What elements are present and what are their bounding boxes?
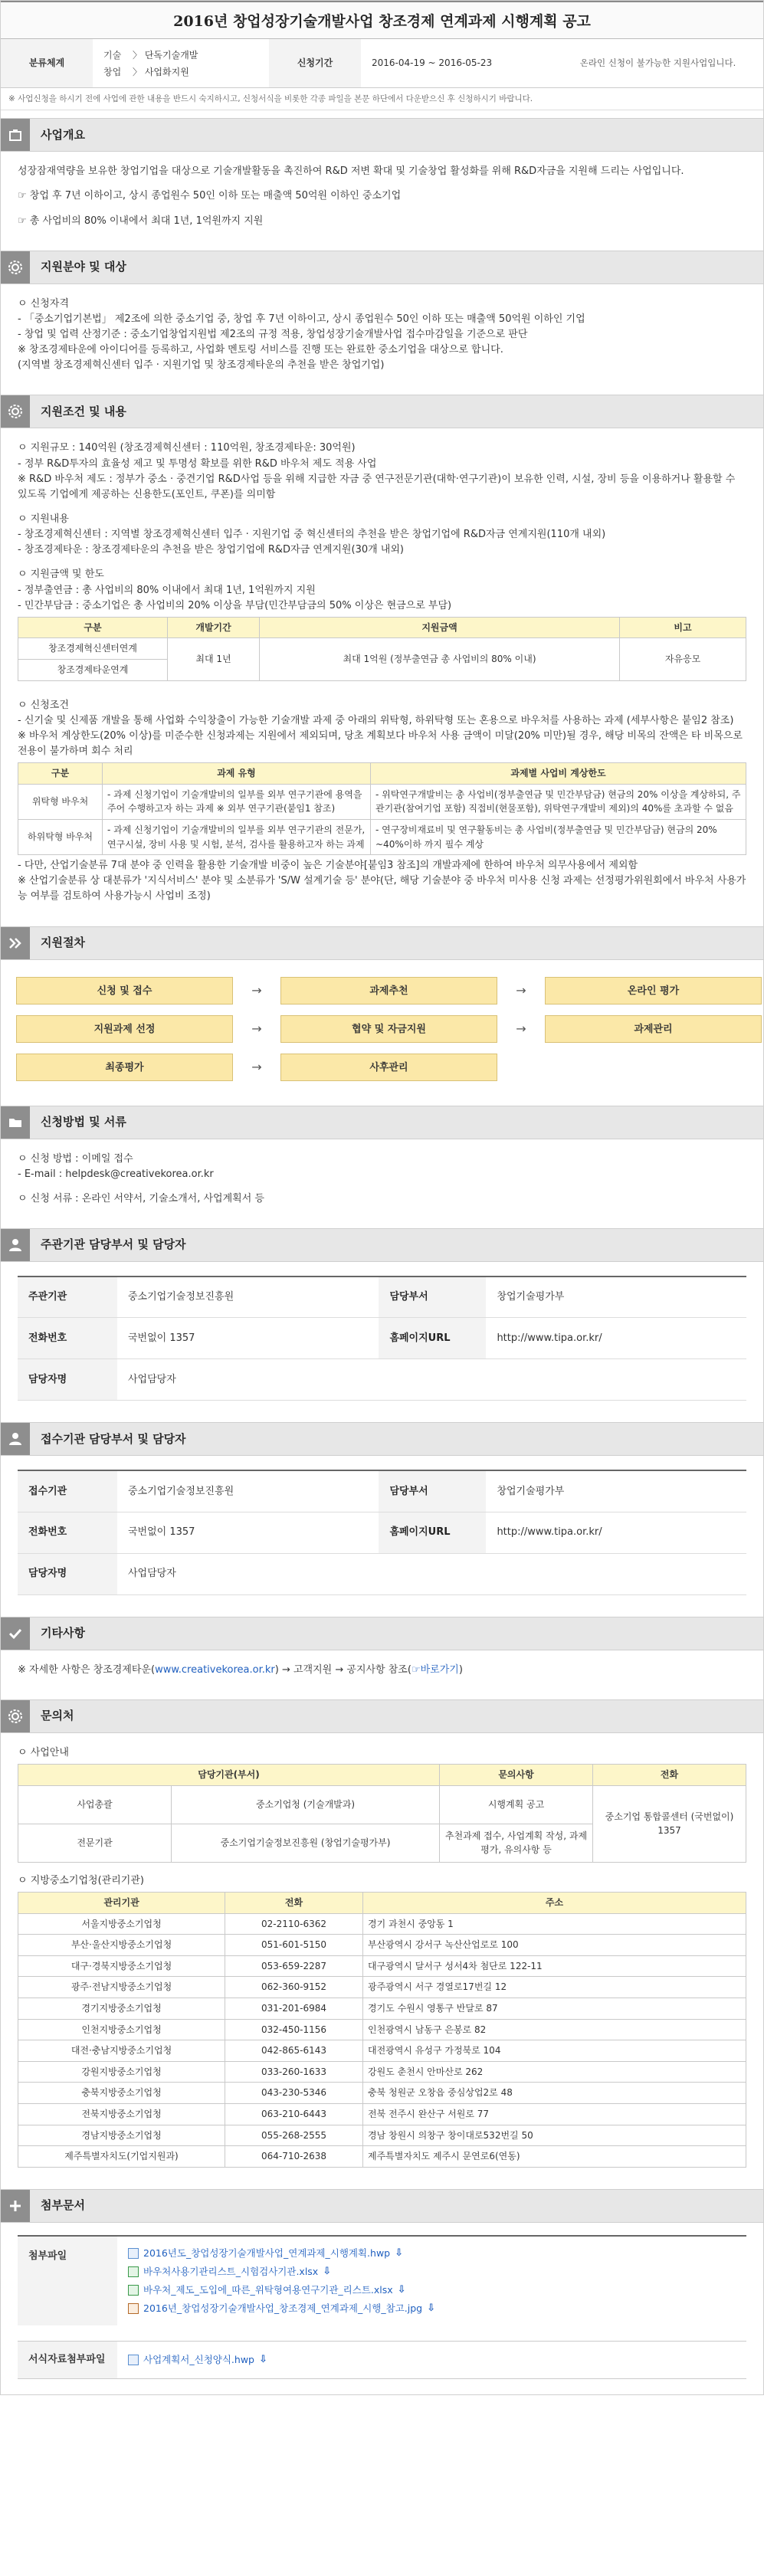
table-header: 관리기관 [18, 1892, 225, 1913]
table-cell: 경기도 수원시 영통구 반달로 87 [363, 1998, 746, 2019]
table-cell: 055-268-2555 [225, 2125, 363, 2146]
section-body-host [1, 1262, 763, 1415]
section-header-attachments [1, 2189, 763, 2223]
gear-icon [1, 395, 30, 428]
table-cell: 경남지방중소기업청 [18, 2125, 225, 2146]
table-cell: 부산·울산지방중소기업청 [18, 1935, 225, 1956]
section-title: 지원분야 및 대상 [41, 260, 126, 274]
table-cell: 063-210-6443 [225, 2103, 363, 2125]
section-title: 신청방법 및 서류 [41, 1114, 126, 1129]
table-cell: - 과제 신청기업이 기술개발비의 일부를 외부 연구기관에 용역을 주어 수행하고자 하는 과제 ※ 외부 연구기관(붙임1 참조) [103, 784, 371, 819]
info-value: 국번없이 1357 [117, 1318, 379, 1359]
online-notice: 온라인 신청이 불가능한 지원사업입니다. [579, 57, 736, 68]
table-header: 문의사항 [440, 1765, 593, 1786]
table-cell: 경기지방중소기업청 [18, 1998, 225, 2019]
attachment-list [18, 2235, 746, 2325]
procedure-flow [1, 960, 763, 1098]
text-line: ※ R&D 바우처 제도 : 정부가 중소 · 중견기업 R&D사업 등을 위해 지급한 자금 중 연구전문기관(대학·연구기관)이 보유한 인력, 시설, 장비 등을 이용하거나 활용할 수 있도록 기업에게 제공하는 신용한도(포인트, 쿠폰)를 의미함 [18, 473, 736, 500]
step-box: 사후관리 [280, 1054, 497, 1081]
table-cell: - 연구장비재료비 및 연구활동비는 총 사업비(정부출연금 및 민간부담금) 현금의 20% ~40%이하 까지 필수 계상 [371, 819, 746, 854]
plus-icon [1, 2190, 30, 2222]
text-line: ㅇ 신청 방법 : 이메일 접수 [18, 1152, 133, 1165]
table-header: 전화 [593, 1765, 746, 1786]
table-row [18, 2040, 746, 2062]
step-box: 온라인 평가 [545, 977, 762, 1005]
section-title: 문의처 [41, 1709, 74, 1723]
arrow-right-icon: → [516, 982, 526, 998]
table-header: 전화 [225, 1892, 363, 1913]
section-header-target [1, 251, 763, 284]
attachment-link[interactable]: 2016년도_창업성장기술개발사업_연계과제_시행계획.hwp [143, 2247, 391, 2259]
jpg-file-icon [128, 2303, 139, 2314]
info-value: 사업담당자 [117, 1553, 379, 1594]
table-cell: 인천지방중소기업청 [18, 2019, 225, 2040]
section-body-apply [1, 1139, 763, 1221]
table-cell: 02-2110-6362 [225, 1913, 363, 1935]
table-cell: 중소기업청 (기술개발과) [172, 1785, 440, 1824]
person-icon [1, 1423, 30, 1455]
text-line: - 신기술 및 신제품 개발을 통해 사업화 수익창출이 가능한 기술개발 과제 중 아래의 위탁형, 하위탁형 또는 혼용으로 바우처를 사용하는 과제 (세부사항은 붙임2 참조) [18, 714, 734, 726]
table-cell: 창조경제타운연계 [18, 659, 168, 680]
text-line: ㅇ 신청조건 [18, 699, 69, 711]
gear-icon [1, 251, 30, 283]
step-box: 신청 및 접수 [16, 977, 233, 1005]
funding-table [18, 617, 746, 681]
overview-point: ☞ 총 사업비의 80% 이내에서 최대 1년, 1억원까지 지원 [18, 215, 264, 227]
text-line: ※ 창조경제타운에 아이디어를 등록하고, 사업화 멘토링 서비스를 진행 또는 완료한 중소기업을 대상으로 합니다. [18, 344, 503, 356]
text-line: - 정부 R&D투자의 효율성 제고 및 투명성 확보를 위한 R&D 바우처 제도 적용 사업 [18, 457, 377, 470]
section-title: 주관기관 담당부서 및 담당자 [41, 1237, 186, 1252]
contact-table [18, 1764, 746, 1863]
info-key: 홈페이지URL [379, 1318, 486, 1359]
period-label: 신청기간 [269, 39, 361, 87]
section-header-apply [1, 1106, 763, 1139]
table-cell: 전북지방중소기업청 [18, 2103, 225, 2125]
text-line: ※ 바우처 계상한도(20% 이상)를 미준수한 신청과제는 지원에서 제외되며, 당초 계획보다 바우처 사용 금액이 미달(20% 미만)될 경우, 해당 비목의 잔액은 타 비목으로 전용이 불가하며 회수 처리 [18, 729, 743, 757]
table-cell: 하위탁형 바우처 [18, 819, 103, 854]
table-header: 담당기관(부서) [18, 1765, 440, 1786]
info-value: 국번없이 1357 [117, 1512, 379, 1553]
step-box: 최종평가 [16, 1054, 233, 1081]
table-cell: 031-201-6984 [225, 1998, 363, 2019]
reception-info-table [18, 1470, 746, 1595]
xlsx-file-icon [128, 2266, 139, 2277]
table-row [18, 1913, 746, 1935]
info-key: 전화번호 [18, 1512, 117, 1553]
folder-icon [1, 1106, 30, 1139]
table-cell: - 위탁연구개발비는 총 사업비(정부출연금 및 민간부담금) 현금의 20% 이상을 계상하되, 주관기관(참여기업 포함) 직접비(현물포함), 위탁연구개발비 제외)의 40%를 초과할 수 없음 [371, 784, 746, 819]
section-body-reception [1, 1456, 763, 1609]
section-body-overview [1, 152, 763, 242]
section-title: 첨부문서 [41, 2198, 85, 2213]
table-cell: 제주특별자치도(기업지원과) [18, 2146, 225, 2168]
homepage-link[interactable]: http://www.tipa.or.kr/ [486, 1512, 746, 1553]
step-box: 협약 및 자금지원 [280, 1015, 497, 1043]
table-cell: 제주특별자치도 제주시 문연로6(연동) [363, 2146, 746, 2168]
section-body-target [1, 284, 763, 388]
hwp-file-icon [128, 2355, 139, 2365]
section-title: 접수기관 담당부서 및 담당자 [41, 1431, 186, 1446]
download-icon[interactable]: ⇩ [397, 2283, 406, 2296]
section-header-etc [1, 1617, 763, 1650]
checkmark-icon [1, 1617, 30, 1650]
table-cell: 충북 청원군 오창읍 중심상업2로 48 [363, 2083, 746, 2104]
table-header: 비고 [620, 617, 746, 638]
table-cell: 전문기관 [18, 1824, 172, 1862]
download-icon[interactable]: ⇩ [258, 2353, 267, 2365]
table-cell: 창조경제혁신센터연계 [18, 638, 168, 660]
voucher-table [18, 762, 746, 855]
attachment-item[interactable] [128, 2263, 438, 2281]
info-key: 접수기관 [18, 1470, 117, 1512]
attachment-item[interactable] [128, 2299, 438, 2318]
text-line: - 다만, 산업기술분류 7대 분야 중 인력을 활용한 기술개발 비중이 높은 기술분야[붙임3 참조]의 개발과제에 한하여 바우처 의무사용에서 제외함 [18, 860, 638, 872]
section-header-overview [1, 118, 763, 152]
section-title: 기타사항 [41, 1626, 85, 1640]
table-header: 지원금액 [260, 617, 620, 638]
info-key: 담당자명 [18, 1359, 117, 1401]
table-cell: 051-601-5150 [225, 1935, 363, 1956]
info-value: 창업기술평가부 [486, 1470, 746, 1512]
person-icon [1, 1229, 30, 1261]
table-cell: 시행계획 공고 [440, 1785, 593, 1824]
text-line: ㅇ 사업안내 [18, 1747, 69, 1759]
table-cell: 최대 1억원 (정부출연금 총 사업비의 80% 이내) [260, 638, 620, 680]
text-line: ㅇ 지원금액 및 한도 [18, 569, 104, 581]
attachment-link[interactable]: 2016년_창업성장기술개발사업_창조경제_연계과제_시행_참고.jpg [143, 2302, 423, 2314]
regional-office-table [18, 1892, 746, 2168]
table-cell: 인천광역시 남동구 은봉로 82 [363, 2019, 746, 2040]
table-row [18, 2061, 746, 2083]
table-cell: 위탁형 바우처 [18, 784, 103, 819]
attachment-files [117, 2237, 448, 2325]
table-cell: 032-450-1156 [225, 2019, 363, 2040]
table-header: 주소 [363, 1892, 746, 1913]
download-icon[interactable]: ⇩ [323, 2265, 332, 2277]
overview-icon [1, 119, 30, 151]
table-cell: 033-260-1633 [225, 2061, 363, 2083]
table-cell: 053-659-2287 [225, 1955, 363, 1977]
period-value: 2016-04-19 ~ 2016-05-23 [372, 57, 493, 69]
text-line: ㅇ 지방중소기업청(관리기관) [18, 1874, 144, 1886]
table-header: 구분 [18, 617, 168, 638]
table-cell: 경기 과천시 중앙동 1 [363, 1913, 746, 1935]
creativekorea-link[interactable]: www.creativekorea.or.kr [155, 1663, 275, 1676]
section-body-contact [1, 1733, 763, 2181]
info-key: 주관기관 [18, 1277, 117, 1318]
attachment-label: 첨부파일 [18, 2237, 117, 2325]
text-line: - 「중소기업기본법」 제2조에 의한 중소기업 중, 창업 후 7년 이하이고, 상시 종업원수 50인 이하 또는 매출액 50억원 이하인 기업 [18, 313, 585, 325]
table-cell: 대구·경북지방중소기업청 [18, 1955, 225, 1977]
text-line: - E-mail : helpdesk@creativekorea.or.kr [18, 1168, 214, 1180]
info-key: 홈페이지URL [379, 1512, 486, 1553]
category-label: 분류체계 [1, 39, 93, 87]
attachment-link[interactable]: 바우처_제도_도입에_따른_위탁형여용연구기관_리스트.xlsx [143, 2283, 393, 2296]
host-info-table [18, 1276, 746, 1401]
table-cell: 강원도 춘천시 안마산로 262 [363, 2061, 746, 2083]
text-line: - 정부출연금 : 총 사업비의 80% 이내에서 최대 1년, 1억원까지 지원 [18, 584, 316, 596]
text-line: - 창업 및 업력 산정기준 : 중소기업창업지원법 제2조의 규정 적용, 창업성장기술개발사업 접수마감일을 기준으로 판단 [18, 328, 528, 340]
table-row [18, 1935, 746, 1956]
section-title: 지원절차 [41, 935, 85, 949]
table-row [18, 2146, 746, 2168]
table-cell: 충북지방중소기업청 [18, 2083, 225, 2104]
arrow-right-icon: → [251, 1059, 262, 1074]
homepage-link[interactable]: http://www.tipa.or.kr/ [486, 1318, 746, 1359]
info-key: 담당부서 [379, 1470, 486, 1512]
hwp-file-icon [128, 2248, 139, 2259]
step-box: 지원과제 선정 [16, 1015, 233, 1043]
page-title: 2016년 창업성장기술개발사업 창조경제 연계과제 시행계획 공고 [1, 1, 763, 39]
table-row [18, 1998, 746, 2019]
table-header: 과제 유형 [103, 763, 371, 785]
section-title: 사업개요 [41, 127, 85, 142]
section-body-attachments [1, 2223, 763, 2394]
step-box: 과제관리 [545, 1015, 762, 1043]
arrow-right-icon: → [251, 1021, 262, 1036]
table-row [18, 2125, 746, 2146]
step-box: 과제추천 [280, 977, 497, 1005]
section-header-host [1, 1228, 763, 1262]
table-cell: - 과제 신청기업이 기술개발비의 일부를 외부 연구기관의 전문가, 연구시설, 장비 사용 및 시험, 분석, 검사를 활용하고자 하는 과제 [103, 819, 371, 854]
text-line: - 창조경제혁신센터 : 지역별 창조경제혁신센터 입주 · 지원기업 중 혁신센터의 추천을 받은 창업기업에 R&D자금 연계지원(110개 내외) [18, 529, 606, 541]
category-tags [93, 39, 269, 87]
text-line: ㅇ 신청자격 [18, 297, 69, 310]
table-cell: 전북 전주시 완산구 서원로 77 [363, 2103, 746, 2125]
text-line: ※ 산업기술분류 상 대분류가 '지식서비스' 분야 및 소분류가 'S/W 설계기술 등' 분야(단, 해당 기술분야 중 바우처 미사용 신청 과제는 선정평가위원회에서 바우처 사용가능 여부를 검토하여 사용가능시 사업비 조정) [18, 875, 746, 903]
section-title: 지원조건 및 내용 [41, 404, 126, 418]
table-cell: 대전·충남지방중소기업청 [18, 2040, 225, 2062]
attachment-item[interactable] [117, 2342, 280, 2378]
etc-text: ※ 자세한 사항은 창조경제타운(www.creativekorea.or.kr) → 고객지원 → 공지사항 참조(☞바로가기) [18, 1663, 463, 1676]
overview-text: 성장잠재역량을 보유한 창업기업을 대상으로 기술개발활동을 촉진하여 R&D 저변 확대 및 기술창업 활성화를 위해 R&D자금을 지원해 드리는 사업입니다. [18, 166, 684, 178]
download-icon[interactable]: ⇩ [427, 2302, 436, 2314]
table-row [18, 2083, 746, 2104]
meta-row [1, 39, 763, 88]
info-key: 전화번호 [18, 1318, 117, 1359]
table-header: 과제별 사업비 계상한도 [371, 763, 746, 785]
table-cell: 부산광역시 강서구 녹산산업로로 100 [363, 1935, 746, 1956]
tag-tech: 기술 〉 단독기술개발 [103, 49, 198, 61]
table-cell: 062-360-9152 [225, 1977, 363, 1998]
overview-point: ☞ 창업 후 7년 이하이고, 상시 종업원수 50인 이하 또는 매출액 50억원 이하인 중소기업 [18, 190, 402, 202]
arrow-right-icon: → [251, 982, 262, 998]
text-line: - 민간부담금 : 중소기업은 총 사업비의 20% 이상을 부담(민간부담금의 50% 이상은 현금으로 부담) [18, 599, 452, 611]
table-cell: 추천과제 접수, 사업계획 작성, 과제평가, 유의사항 등 [440, 1824, 593, 1862]
notice-text: ※ 사업신청을 하시기 전에 사업에 관한 내용을 반드시 숙지하시고, 신청서식을 비롯한 각종 파일을 본문 하단에서 다운받으신 후 신청하시기 바랍니다. [1, 88, 763, 110]
info-value: 중소기업기술정보진흥원 [117, 1470, 379, 1512]
info-value: 사업담당자 [117, 1359, 379, 1401]
table-cell: 중소기업 통합콜센터 (국번없이) 1357 [593, 1785, 746, 1862]
section-header-reception [1, 1422, 763, 1456]
table-cell: 경남 창원시 의창구 창이대로532번길 50 [363, 2125, 746, 2146]
info-key: 담당부서 [379, 1277, 486, 1318]
form-attachment-row [18, 2341, 746, 2379]
table-cell: 중소기업기술정보진흥원 (창업기술평가부) [172, 1824, 440, 1862]
double-chevron-icon [1, 927, 30, 959]
shortcut-link[interactable]: ☞바로가기 [411, 1663, 459, 1676]
section-header-conditions [1, 395, 763, 428]
form-attachment-label: 서식자료첨부파일 [18, 2342, 117, 2378]
section-body-conditions [1, 428, 763, 918]
table-row [18, 2019, 746, 2040]
table-header: 구분 [18, 763, 103, 785]
table-cell: 최대 1년 [168, 638, 260, 680]
attachment-link[interactable]: 바우처사용기관리스트_시험검사기관.xlsx [143, 2265, 319, 2277]
table-cell: 광주광역시 서구 경열로17번길 12 [363, 1977, 746, 1998]
table-cell: 자유응모 [620, 638, 746, 680]
arrow-right-icon: → [516, 1021, 526, 1036]
table-cell: 서울지방중소기업청 [18, 1913, 225, 1935]
text-line: ㅇ 지원규모 : 140억원 (창조경제혁신센터 : 110억원, 창조경제타운: 30억원) [18, 442, 356, 454]
section-header-contact [1, 1699, 763, 1733]
tag-startup: 창업 〉 사업화지원 [103, 66, 189, 77]
text-line: - 창조경제타운 : 창조경제타운의 추천을 받은 창업기업에 R&D자금 연계지원(30개 내외) [18, 544, 404, 556]
table-header: 개발기간 [168, 617, 260, 638]
table-cell: 강원지방중소기업청 [18, 2061, 225, 2083]
attachment-item[interactable] [128, 2244, 438, 2263]
table-cell: 광주·전남지방중소기업청 [18, 1977, 225, 1998]
section-header-procedure [1, 926, 763, 960]
info-key: 담당자명 [18, 1553, 117, 1594]
info-value: 창업기술평가부 [486, 1277, 746, 1318]
table-cell: 대전광역시 유성구 가정북로 104 [363, 2040, 746, 2062]
table-row [18, 1977, 746, 1998]
section-body-etc [1, 1650, 763, 1692]
table-row [18, 1955, 746, 1977]
xlsx-file-icon [128, 2285, 139, 2296]
table-cell: 사업총괄 [18, 1785, 172, 1824]
table-cell: 대구광역시 달서구 성서4차 첨단로 122-11 [363, 1955, 746, 1977]
table-cell: 043-230-5346 [225, 2083, 363, 2104]
table-row [18, 2103, 746, 2125]
attachment-link[interactable]: 사업계획서_신청양식.hwp [143, 2354, 254, 2366]
text-line: (지역별 창조경제혁신센터 입주 · 지원기업 및 창조경제타운의 추천을 받은 창업기업) [18, 359, 385, 372]
gear-icon [1, 1700, 30, 1732]
table-cell: 042-865-6143 [225, 2040, 363, 2062]
table-cell: 064-710-2638 [225, 2146, 363, 2168]
text-line: ㅇ 신청 서류 : 온라인 서약서, 기술소개서, 사업계획서 등 [18, 1192, 264, 1204]
download-icon[interactable]: ⇩ [395, 2247, 404, 2259]
text-line: ㅇ 지원내용 [18, 513, 69, 525]
attachment-item[interactable] [128, 2281, 438, 2299]
info-value: 중소기업기술정보진흥원 [117, 1277, 379, 1318]
